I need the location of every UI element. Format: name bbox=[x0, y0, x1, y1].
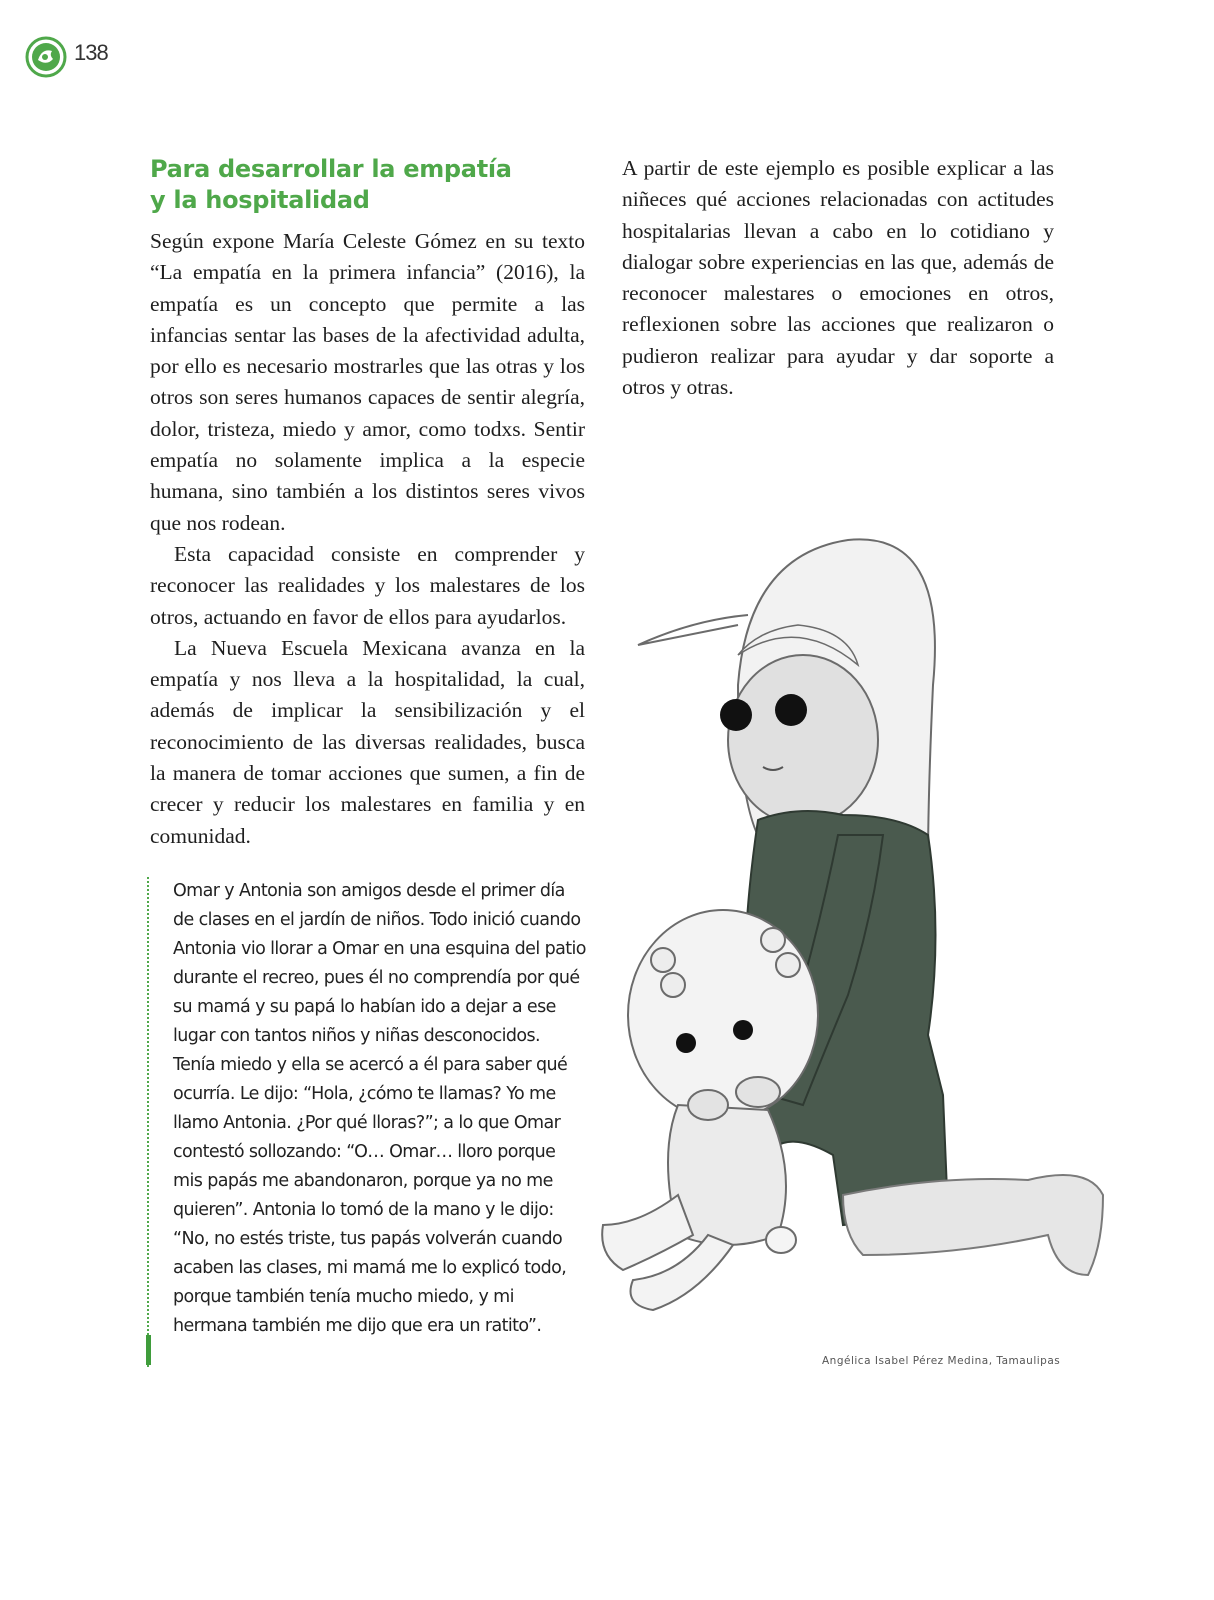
illustration-caption: Angélica Isabel Pérez Medina, Tamaulipas bbox=[822, 1355, 1061, 1367]
right-paragraph: A partir de este ejemplo es posible explicar a las niñeces qué acciones relacionadas con actitudes hospitalarias llevan a cabo en lo cotidiano y dialogar sobre experiencias en las que, además de reconocer malestares o emociones en otros, reflexionen sobre las acciones que realizaron o pudieron realizar para ayudar y dar soporte a otros y otras. bbox=[622, 156, 1054, 400]
story-quote-box bbox=[147, 877, 587, 1367]
quote-accent-bar bbox=[146, 1335, 151, 1365]
doll-right-eye bbox=[733, 1020, 753, 1040]
section-title-line2: y la hospitalidad bbox=[150, 186, 370, 214]
body-paragraph-2: Esta capacidad consiste en comprender y reconocer las realidades y los malestares de los otros, actuando en favor de ellos para ayudarlos. bbox=[150, 541, 585, 629]
girl-right-eye bbox=[775, 694, 807, 726]
doll-left-eye bbox=[676, 1033, 696, 1053]
circular-seal-icon bbox=[25, 36, 67, 78]
body-paragraph-3: La Nueva Escuela Mexicana avanza en la empatía y nos lleva a la hospitalidad, la cual, además de implicar la sensibilización y el reconocimiento de las diversas realidades, busca la manera de tomar acciones que sumen, a fin de crecer y reducir los malestares en familia y en comunidad. bbox=[150, 635, 585, 848]
girl-left-eye bbox=[720, 699, 752, 731]
section-title bbox=[150, 154, 585, 216]
girl-face bbox=[728, 655, 878, 825]
page-number: 138 bbox=[74, 40, 108, 65]
doll-head bbox=[628, 910, 818, 1120]
section-title-line1: Para desarrollar la empatía bbox=[150, 155, 512, 183]
children-illustration bbox=[598, 535, 1118, 1335]
body-paragraph-1: Según expone María Celeste Gómez en su texto “La empatía en la primera infancia” (2016), la empatía es un concepto que permite a las infancias sentar las bases de la afectividad adulta, por ello es necesario mostrarles que las otras y los otros son seres humanos capaces de sentir alegría, dolor, tristeza, miedo y amor, como todxs. Sentir empatía no solamente implica a la especie humana, sino también a los distintos seres vivos que nos rodean. bbox=[150, 229, 585, 535]
left-column bbox=[150, 154, 585, 852]
girl-leg bbox=[843, 1175, 1103, 1275]
right-column bbox=[622, 153, 1054, 403]
story-quote-text: Omar y Antonia son amigos desde el primer día de clases en el jardín de niños. Todo inició cuando Antonia vio llorar a Omar en una esquina del patio durante el recreo, pues él no comprendía por qué su mamá y su papá lo habían ido a dejar a ese lugar con tantos niños y niñas desconocidos. Tenía miedo y ella se acercó a él para saber qué ocurría. Le dijo: “Hola, ¿cómo te llamas? Yo me llamo Antonia. ¿Por qué lloras?”; a lo que Omar contestó sollozando: “O… Omar… lloro porque mis papás me abandonaron, porque ya no me quieren”. Antonia lo tomó de la mano y le dijo: “No, no estés triste, tus papás volverán cuando acaben las clases, mi mamá me lo explicó todo, porque también tenía mucho miedo, y mi hermana también me dijo que era un ratito”. bbox=[173, 881, 586, 1336]
